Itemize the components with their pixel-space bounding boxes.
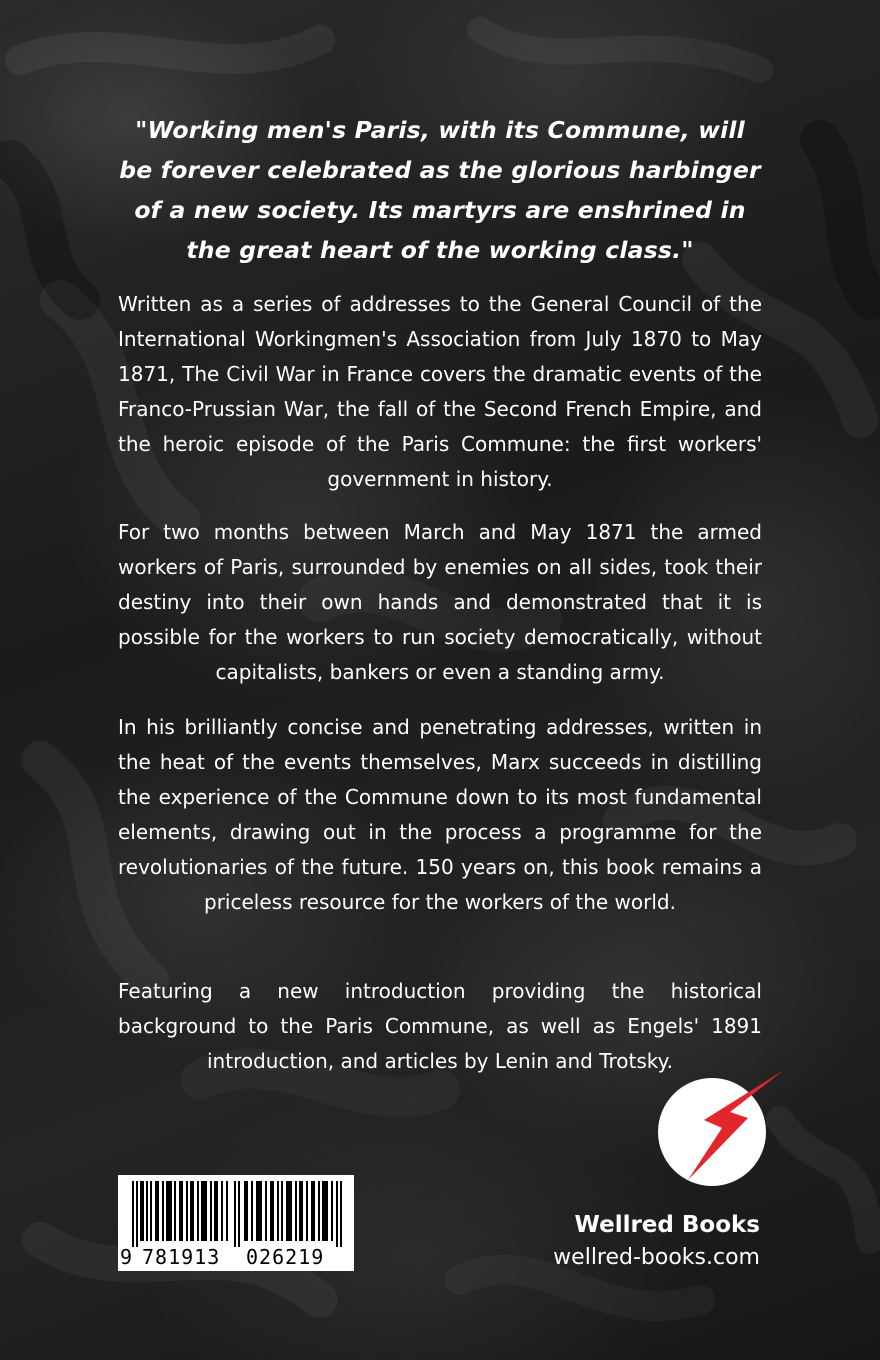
isbn-right-group: 026219	[246, 1245, 325, 1269]
wellred-lightning-logo-icon	[652, 1068, 786, 1188]
publisher-name: Wellred Books	[574, 1212, 760, 1238]
pull-quote: "Working men's Paris, with its Commune, will be forever celebrated as the glorious harbinger of a new society. Its martyrs are enshrined in the great heart of the working class."	[119, 116, 761, 264]
publisher-url: wellred-books.com	[553, 1245, 760, 1270]
isbn-left-group: 781913	[142, 1245, 221, 1269]
barcode-bars	[132, 1181, 344, 1247]
description-paragraph-2: For two months between March and May 1871 the armed workers of Paris, surrounded by enemies on all sides, took their destiny into their own hands and demonstrated that it is possible for the workers to run society democratically, without capitalists, bankers or even a standing army.	[118, 520, 762, 684]
publisher-block	[553, 1208, 760, 1274]
description-paragraph-4: Featuring a new introduction providing the historical background to the Paris Commune, as well as Engels' 1891 introduction, and articles by Lenin and Trotsky.	[118, 979, 762, 1073]
description-paragraph-3: In his brilliantly concise and penetrating addresses, written in the heat of the events themselves, Marx succeeds in distilling the experience of the Commune down to its most fundamental elements, drawing out in the process a programme for the revolutionaries of the future. 150 years on, this book remains a priceless resource for the workers of the world.	[118, 715, 762, 914]
isbn-digits	[118, 1245, 354, 1269]
isbn-first-digit: 9	[120, 1245, 133, 1269]
description-paragraph-1: Written as a series of addresses to the General Council of the International Workingmen's Association from July 1870 to May 1871, The Civil War in France covers the dramatic events of the Franco-Prussian War, the fall of the Second French Empire, and the heroic episode of the Paris Commune: the first workers' government in history.	[118, 292, 762, 491]
isbn-barcode	[118, 1175, 354, 1271]
